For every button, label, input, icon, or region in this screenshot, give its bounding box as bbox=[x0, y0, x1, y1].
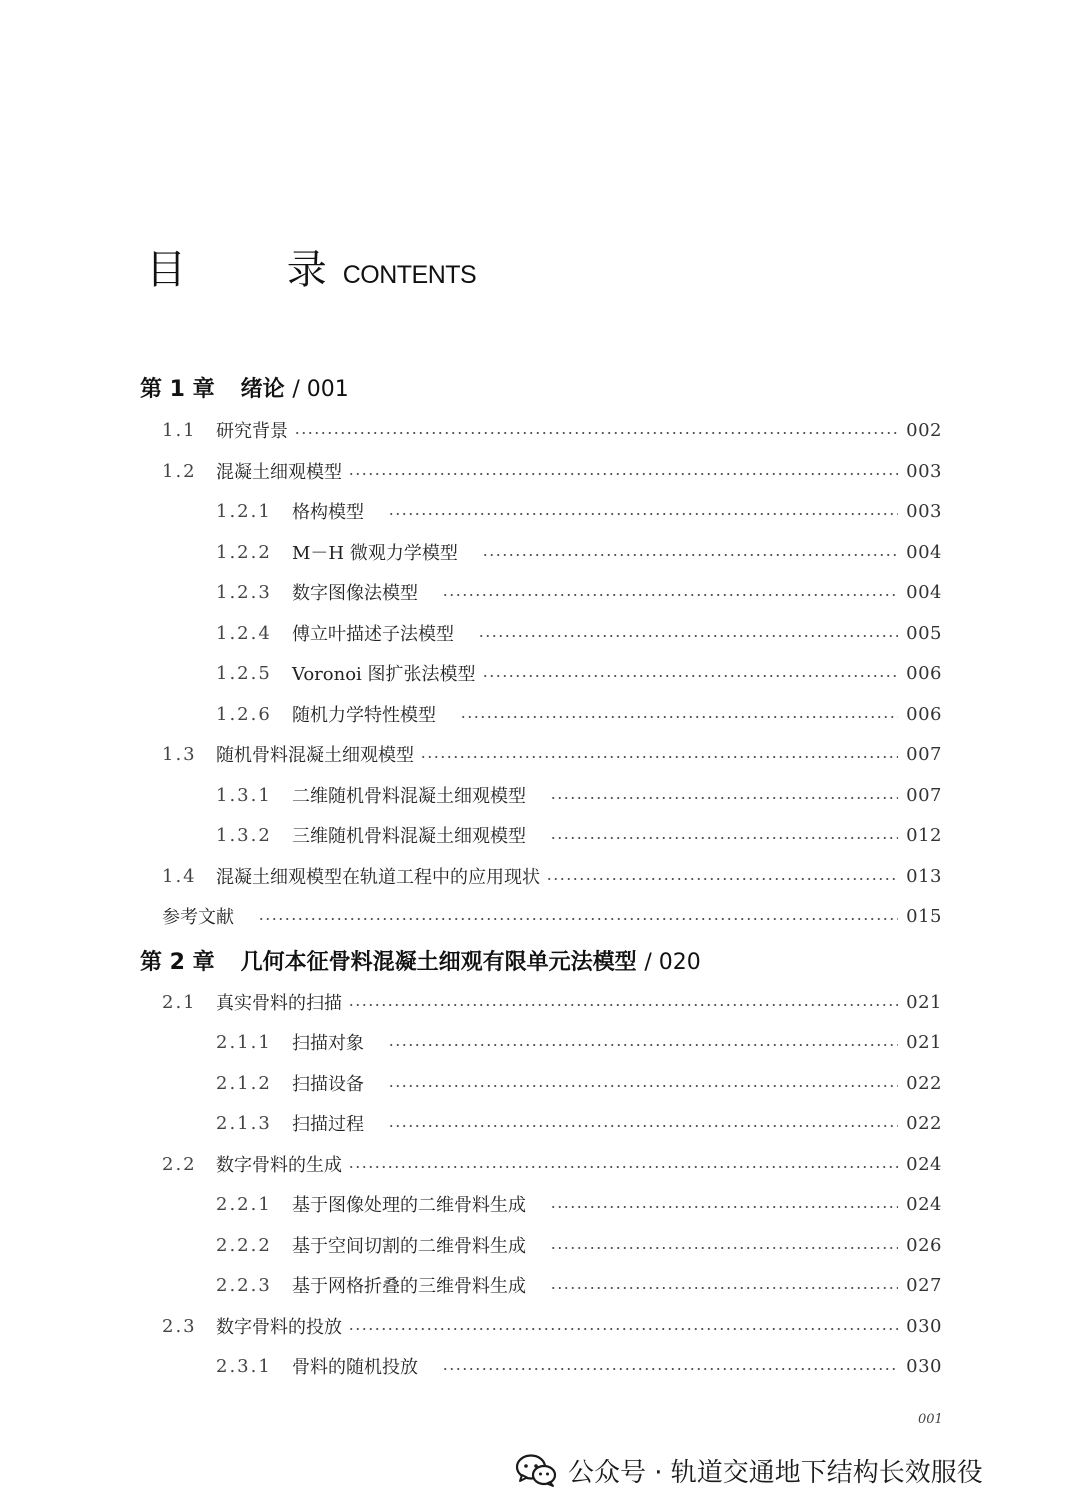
dot-leader bbox=[460, 716, 898, 718]
section-number: 1.2.4 bbox=[216, 622, 272, 644]
section-number: 2.3.1 bbox=[216, 1355, 272, 1377]
toc-entry[interactable] bbox=[216, 1270, 942, 1300]
dot-leader bbox=[388, 1044, 898, 1046]
page-ref: 005 bbox=[906, 622, 942, 644]
section-number: 1.2.6 bbox=[216, 703, 272, 725]
section-number: 2.1.2 bbox=[216, 1072, 272, 1094]
page-ref: 007 bbox=[906, 784, 942, 806]
section-title: 傅立叶描述子法模型 bbox=[292, 624, 454, 645]
toc-entry[interactable] bbox=[216, 618, 942, 648]
section-title: Voronoi 图扩张法模型 bbox=[292, 664, 476, 685]
section-title: 骨料的随机投放 bbox=[292, 1357, 418, 1378]
section-number: 2.3 bbox=[162, 1315, 197, 1337]
toc-entry[interactable] bbox=[216, 537, 942, 567]
section-title: 数字骨料的生成 bbox=[216, 1155, 342, 1176]
section-number: 2.1.1 bbox=[216, 1031, 272, 1053]
dot-leader bbox=[478, 635, 898, 637]
page-ref: 003 bbox=[906, 500, 942, 522]
toc-entry[interactable] bbox=[162, 739, 942, 769]
dot-leader bbox=[420, 756, 898, 758]
section-title: 混凝土细观模型在轨道工程中的应用现状 bbox=[216, 867, 540, 888]
dot-leader bbox=[348, 1166, 898, 1168]
section-number: 1.2.3 bbox=[216, 581, 272, 603]
section-number: 2.1 bbox=[162, 991, 197, 1013]
dot-leader bbox=[442, 594, 898, 596]
dot-leader bbox=[550, 1287, 898, 1289]
page-ref: 030 bbox=[906, 1315, 942, 1337]
page-ref: 013 bbox=[906, 865, 942, 887]
section-title: 扫描设备 bbox=[292, 1074, 364, 1095]
dot-leader bbox=[388, 513, 898, 515]
dot-leader bbox=[294, 432, 898, 434]
page-ref: 015 bbox=[906, 905, 942, 927]
toc-heading-chinese: 目 录 bbox=[146, 247, 371, 293]
section-number: 2.2.1 bbox=[216, 1193, 272, 1215]
section-title: 真实骨料的扫描 bbox=[216, 993, 342, 1014]
toc-entry[interactable] bbox=[216, 577, 942, 607]
chapter-title: 绪论 bbox=[240, 377, 285, 402]
watermark-text: 公众号 · 轨道交通地下结构长效服役 bbox=[568, 1457, 983, 1488]
toc-entry[interactable] bbox=[216, 1230, 942, 1260]
page-ref: 012 bbox=[906, 824, 942, 846]
chapter-page: / 020 bbox=[644, 950, 701, 975]
section-title: 基于网格折叠的三维骨料生成 bbox=[292, 1276, 526, 1297]
dot-leader bbox=[550, 1206, 898, 1208]
section-title: 参考文献 bbox=[162, 907, 234, 928]
chapter-label: 第 2 章 bbox=[140, 950, 215, 975]
page-ref: 027 bbox=[906, 1274, 942, 1296]
watermark bbox=[514, 1448, 983, 1492]
section-number: 1.1 bbox=[162, 419, 197, 441]
toc-entry[interactable] bbox=[216, 1189, 942, 1219]
page-ref: 021 bbox=[906, 1031, 942, 1053]
section-number: 1.2 bbox=[162, 460, 197, 482]
section-title: 基于空间切割的二维骨料生成 bbox=[292, 1236, 526, 1257]
section-title: 三维随机骨料混凝土细观模型 bbox=[292, 826, 526, 847]
dot-leader bbox=[258, 918, 898, 920]
section-number: 2.2.2 bbox=[216, 1234, 272, 1256]
section-title: 数字骨料的投放 bbox=[216, 1317, 342, 1338]
toc-entry[interactable] bbox=[216, 1108, 942, 1138]
section-title: 混凝土细观模型 bbox=[216, 462, 342, 483]
dot-leader bbox=[348, 1328, 898, 1330]
section-number: 2.2.3 bbox=[216, 1274, 272, 1296]
chapter-page: / 001 bbox=[292, 377, 349, 402]
section-title: 随机骨料混凝土细观模型 bbox=[216, 745, 414, 766]
section-title: 随机力学特性模型 bbox=[292, 705, 436, 726]
section-title: M－H 微观力学模型 bbox=[292, 543, 458, 564]
toc-entry[interactable] bbox=[216, 820, 942, 850]
page-ref: 024 bbox=[906, 1153, 942, 1175]
section-title: 扫描对象 bbox=[292, 1033, 364, 1054]
toc-entry[interactable] bbox=[162, 861, 942, 891]
dot-leader bbox=[348, 473, 898, 475]
toc-entry[interactable] bbox=[162, 1149, 942, 1179]
dot-leader bbox=[482, 675, 898, 677]
page-ref: 004 bbox=[906, 541, 942, 563]
wechat-icon bbox=[514, 1452, 558, 1488]
toc-entry[interactable] bbox=[162, 456, 942, 486]
section-title: 数字图像法模型 bbox=[292, 583, 418, 604]
chapter-label: 第 1 章 bbox=[140, 377, 215, 402]
chapter-title: 几何本征骨料混凝土细观有限单元法模型 bbox=[240, 950, 637, 975]
page-ref: 022 bbox=[906, 1072, 942, 1094]
toc-entry-references[interactable] bbox=[162, 901, 942, 931]
section-number: 1.3 bbox=[162, 743, 197, 765]
toc-entry[interactable] bbox=[162, 415, 942, 445]
page-ref: 030 bbox=[906, 1355, 942, 1377]
dot-leader bbox=[482, 554, 898, 556]
page-ref: 003 bbox=[906, 460, 942, 482]
page-ref: 007 bbox=[906, 743, 942, 765]
section-number: 2.1.3 bbox=[216, 1112, 272, 1134]
toc-entry[interactable] bbox=[216, 658, 942, 688]
dot-leader bbox=[388, 1085, 898, 1087]
chapter-1-heading[interactable] bbox=[140, 372, 349, 403]
page-ref: 021 bbox=[906, 991, 942, 1013]
section-number: 1.2.2 bbox=[216, 541, 272, 563]
page-ref: 022 bbox=[906, 1112, 942, 1134]
section-number: 1.2.5 bbox=[216, 662, 272, 684]
section-title: 二维随机骨料混凝土细观模型 bbox=[292, 786, 526, 807]
section-number: 1.4 bbox=[162, 865, 197, 887]
toc-entry[interactable] bbox=[216, 1068, 942, 1098]
page-ref: 024 bbox=[906, 1193, 942, 1215]
section-title: 格构模型 bbox=[292, 502, 364, 523]
dot-leader bbox=[550, 837, 898, 839]
section-number: 2.2 bbox=[162, 1153, 197, 1175]
toc-entry[interactable] bbox=[162, 987, 942, 1017]
section-number: 1.3.2 bbox=[216, 824, 272, 846]
page-ref: 026 bbox=[906, 1234, 942, 1256]
page-ref: 004 bbox=[906, 581, 942, 603]
section-title: 扫描过程 bbox=[292, 1114, 364, 1135]
section-title: 基于图像处理的二维骨料生成 bbox=[292, 1195, 526, 1216]
section-number: 1.3.1 bbox=[216, 784, 272, 806]
page-ref: 006 bbox=[906, 703, 942, 725]
toc-heading-english: CONTENTS bbox=[342, 261, 477, 289]
toc-entry[interactable] bbox=[216, 780, 942, 810]
page-ref: 006 bbox=[906, 662, 942, 684]
toc-entry[interactable] bbox=[162, 1311, 942, 1341]
chapter-2-heading[interactable] bbox=[140, 945, 701, 976]
dot-leader bbox=[550, 1247, 898, 1249]
toc-entry[interactable] bbox=[216, 496, 942, 526]
toc-entry[interactable] bbox=[216, 1351, 942, 1381]
dot-leader bbox=[546, 878, 898, 880]
page-number: 001 bbox=[918, 1412, 943, 1427]
page-ref: 002 bbox=[906, 419, 942, 441]
dot-leader bbox=[550, 797, 898, 799]
dot-leader bbox=[442, 1368, 898, 1370]
toc-entry[interactable] bbox=[216, 1027, 942, 1057]
dot-leader bbox=[388, 1125, 898, 1127]
section-title: 研究背景 bbox=[216, 421, 288, 442]
section-number: 1.2.1 bbox=[216, 500, 272, 522]
toc-entry[interactable] bbox=[216, 699, 942, 729]
dot-leader bbox=[348, 1004, 898, 1006]
